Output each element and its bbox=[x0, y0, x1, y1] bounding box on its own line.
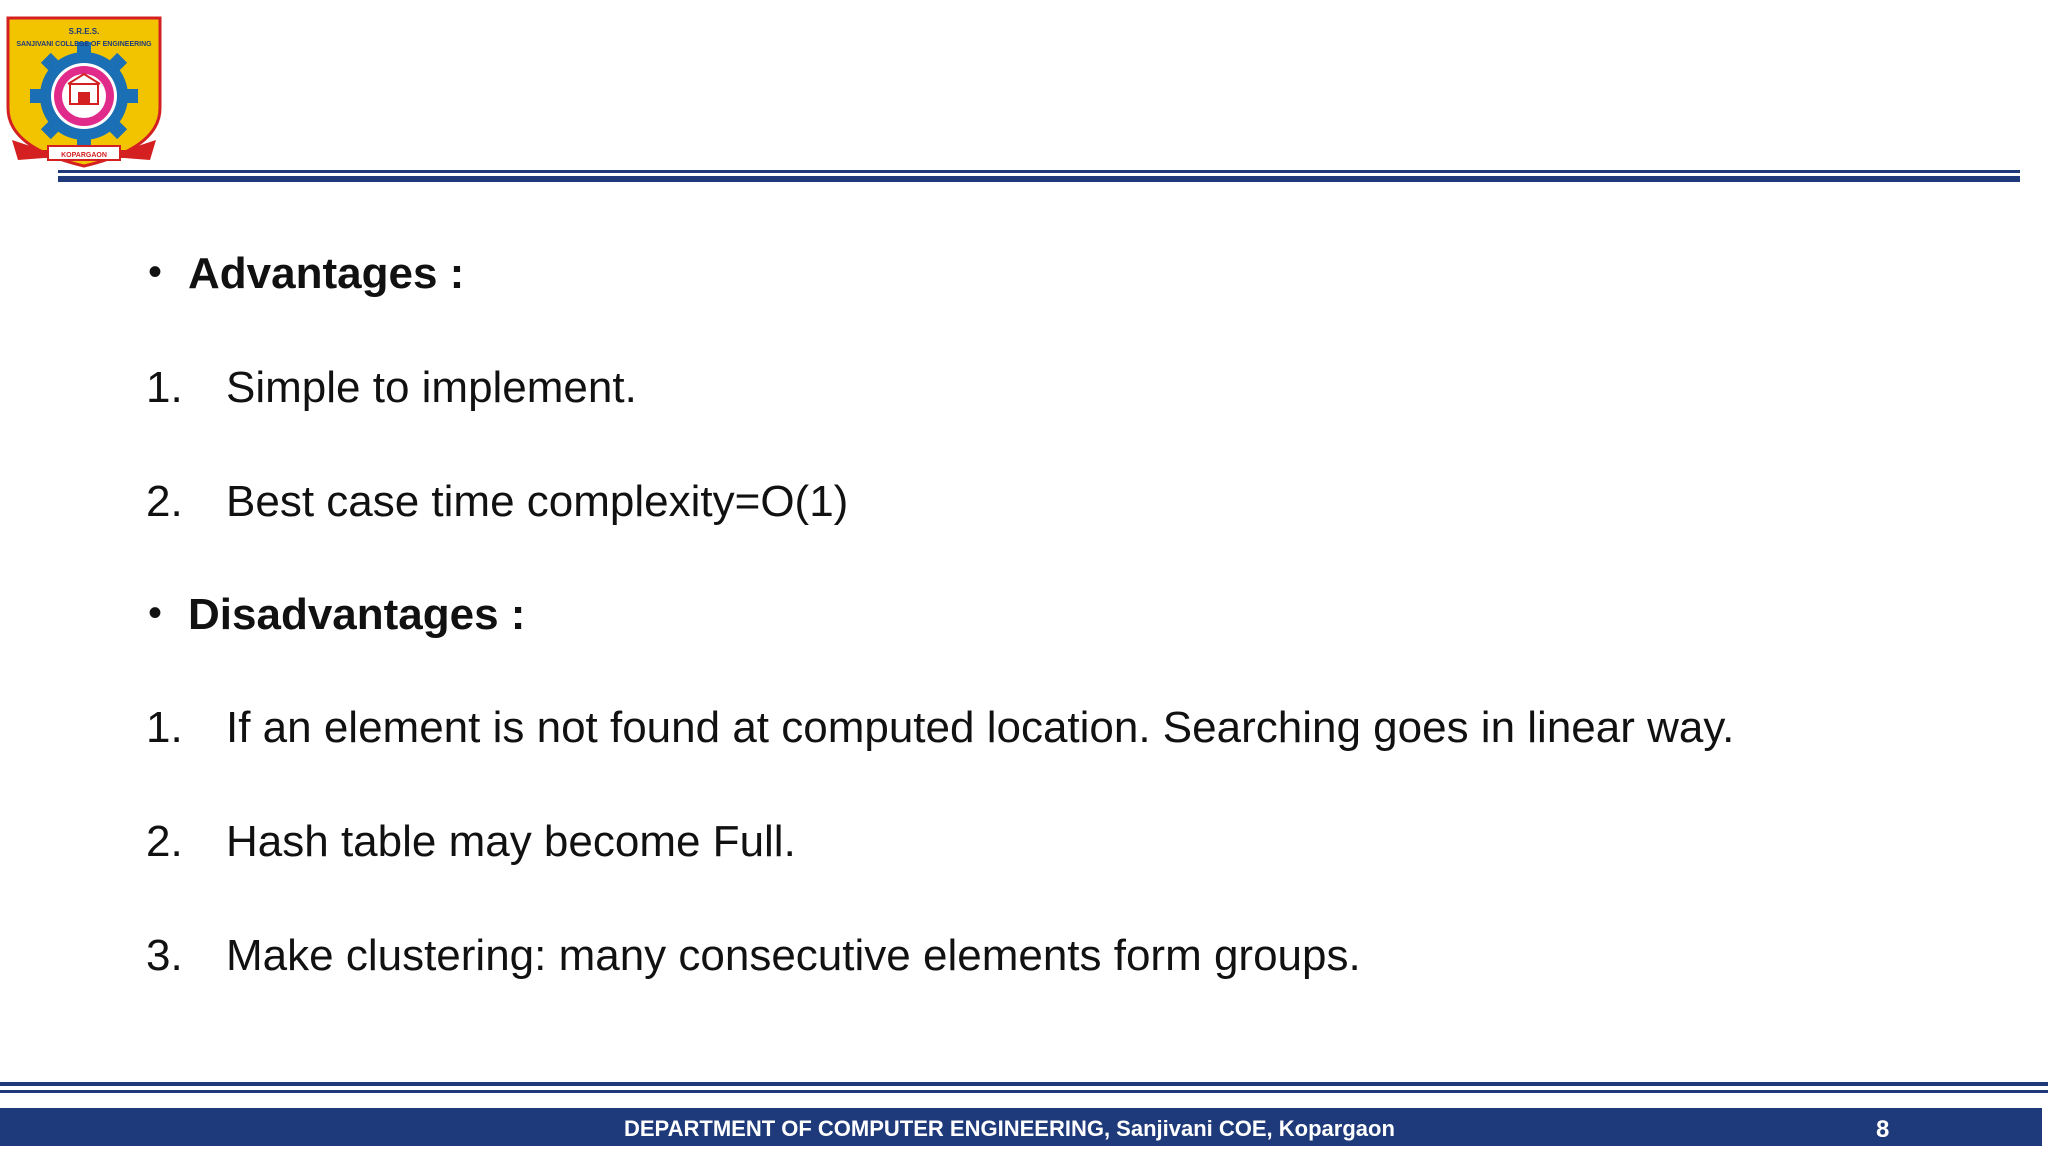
list-number: 2. bbox=[146, 477, 183, 526]
header-divider bbox=[58, 170, 2020, 182]
page-number: 8 bbox=[1876, 1116, 1890, 1143]
list-item-text: Make clustering: many consecutive elements form groups. bbox=[226, 931, 1361, 980]
list-number: 1. bbox=[146, 703, 183, 752]
list-number: 3. bbox=[146, 931, 183, 980]
list-item-text: If an element is not found at computed location. Searching goes in linear way. bbox=[226, 703, 1735, 752]
footer-department-text: DEPARTMENT OF COMPUTER ENGINEERING, Sanjivani COE, Kopargaon bbox=[624, 1116, 1395, 1141]
list-number: 1. bbox=[146, 363, 183, 412]
footer-divider bbox=[0, 1090, 2048, 1093]
footer-divider bbox=[0, 1082, 2048, 1086]
list-item-text: Best case time complexity=O(1) bbox=[226, 477, 849, 526]
section-heading: Advantages : bbox=[188, 249, 465, 298]
bullet-marker: • bbox=[148, 591, 163, 635]
college-logo bbox=[2, 8, 166, 170]
bullet-marker: • bbox=[148, 250, 163, 294]
logo-top-text: S.R.E.S. bbox=[68, 27, 100, 36]
list-item-text: Simple to implement. bbox=[226, 363, 637, 412]
section-heading: Disadvantages : bbox=[188, 590, 526, 639]
college-emblem-icon bbox=[2, 8, 166, 170]
logo-ribbon-text: KOPARGAON bbox=[61, 152, 107, 159]
footer-bar bbox=[0, 1108, 2042, 1146]
list-item-text: Hash table may become Full. bbox=[226, 817, 796, 866]
list-number: 2. bbox=[146, 817, 183, 866]
logo-ring-text: SANJIVANI COLLEGE OF ENGINEERING bbox=[16, 41, 152, 48]
